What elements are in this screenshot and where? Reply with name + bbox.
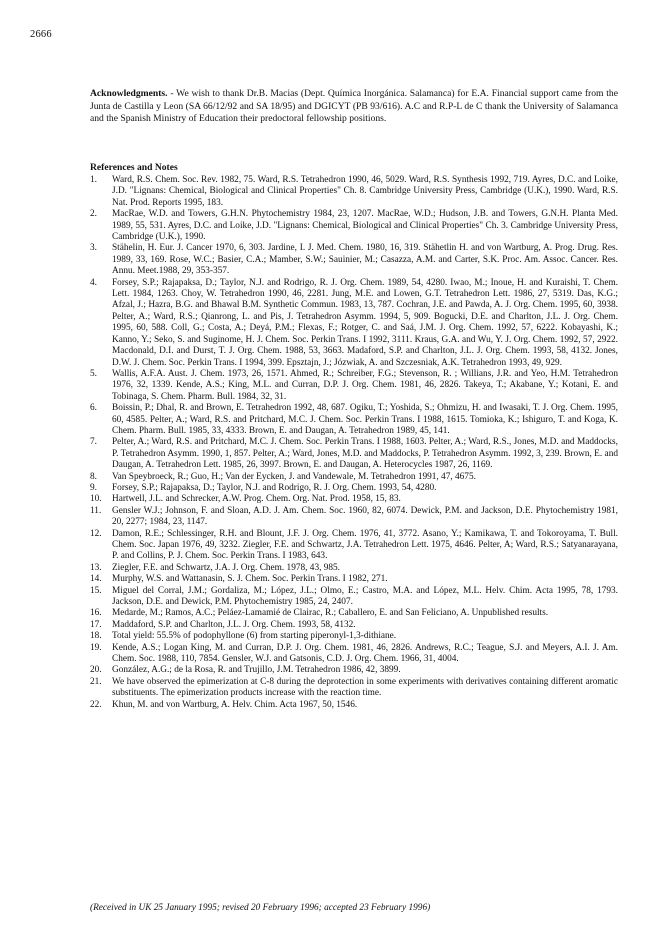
acknowledgments (90, 88, 618, 126)
reference-text: Stähelin, H. Eur. J. Cancer 1970, 6, 303. Jardine, I. J. Med. Chem. 1980, 16, 319. Stähetlin H. and von Wartburg, A. Prog. Drug. Res. 1989, 33, 169. Rose, W.C.; Basier, C.A.; Mamber, S.W.; Sauinier, M.; Casazza, A.M. and Carter, S.K. Proc. Am. Assoc. Cancer. Res. Annu. Meet.1988, 29, 353-357. (112, 243, 618, 277)
reference-text: Van Speybroeck, R.; Guo, H.; Van der Eycken, J. and Vandewale, M. Tetrahedron 1991, 47, 4675. (112, 471, 476, 482)
reference-number: 16. (90, 608, 102, 619)
reference-item (90, 620, 618, 631)
reference-number: 8. (90, 471, 97, 482)
reference-item (90, 175, 618, 209)
reference-text: Medarde, M.; Ramos, A.C.; Peláez-Lamamié de Clairac, R.; Caballero, E. and San Feliciano, A. Unpublished results. (112, 608, 549, 619)
reference-text: Ward, R.S. Chem. Soc. Rev. 1982, 75. Ward, R.S. Tetrahedron 1990, 46, 5029. Ward, R.S. Synthesis 1992, 719. Ayres, D.C. and Loike, J.D. "Lignans: Chemical, Biological and Clinical Properties" Ch. 8. Cambridge University Press, Cambridge (U.K.), 1990. Ward, R.S. Nat. Prod. Reports 1995, 183. (112, 175, 618, 208)
reference-item (90, 677, 618, 700)
reference-item (90, 278, 618, 369)
reference-text: Boissin, P.; Dhal, R. and Brown, E. Tetrahedron 1992, 48, 687. Ogiku, T.; Yoshida, S.; Ohmizu, H. and Iwasaki, T. J. Org. Chem. 1995, 60, 4585. Pelter, A.; Ward, R.S. and Pritchard, M.C. J. Chem. Soc. Perkin Trans. I 1988, 1615. Tomioka, K.; Ishiguro, T. and Koga, K. Chem. Pharm. Bull. 1985, 33, 4333. Brown, E. and Daugan, A. Tetrahedron 1989, 45, 141. (112, 403, 618, 436)
reference-item (90, 483, 618, 494)
reference-text: Pelter, A.; Ward, R.S. and Pritchard, M.C. J. Chem. Soc. Perkin Trans. I 1988, 1603. Pelter, A.; Ward, R.S., Jones, M.D. and Maddocks, P. Tetrahedron Asymm. 1990, 1, 857. Pelter, A.; Ward, Jones, M.D. and Maddocks, P. Tetrahedron Asymm. 1992, 3, 239. Brown, E. and Daugan, A. Tetrahedron Lett. 1985, 26, 3997. Brown, E. and Daugan, A. Heterocycles 1987, 26, 1169. (112, 437, 618, 471)
reference-number: 14. (90, 574, 102, 585)
reference-number: 15. (90, 585, 102, 596)
reference-number: 12. (90, 528, 102, 539)
reference-number: 19. (90, 642, 102, 653)
reference-text: Damon, R.E.; Schlessinger, R.H. and Blount, J.F. J. Org. Chem. 1976, 41, 3772. Asano, Y.; Kamikawa, T. and Tokoroyama, T. Bull. Chem. Soc. Japan 1976, 49, 3232. Ziegler, F.E. and Schwartz, J.A. Tetrahedron Lett. 1975, 4646. Pelter, A; Ward, R.S.; Satyanarayana, P. and Collins, P. J. Chem. Soc. Perkin Trans. I 1983, 643. (112, 528, 618, 562)
reference-list (90, 175, 618, 711)
reference-item (90, 494, 618, 505)
reference-item (90, 586, 618, 609)
reference-text: Murphy, W.S. and Wattanasin, S. J. Chem. Soc. Perkin Trans. I 1982, 271. (112, 574, 388, 585)
reference-text: González, A.G.; de la Rosa, R. and Trujillo, J.M. Tetrahedron 1986, 42, 3899. (112, 665, 401, 676)
reference-number: 17. (90, 619, 102, 630)
reference-item (90, 574, 618, 585)
reference-item (90, 369, 618, 403)
reference-number: 6. (90, 403, 97, 414)
reference-item (90, 608, 618, 619)
reference-text: Gensler W.J.; Johnson, F. and Sloan, A.D. J. Am. Chem. Soc. 1960, 82, 6074. Dewick, P.M. and Jackson, D.E. Phytochemistry 1981, 20, 2277; 1984, 23, 1147. (112, 505, 618, 528)
reference-item (90, 643, 618, 666)
references-heading: References and Notes (90, 162, 178, 173)
reference-number: 1. (90, 175, 97, 185)
reference-text: Khun, M. and von Wartburg, A. Helv. Chim. Acta 1967, 50, 1546. (112, 699, 358, 710)
reference-text: Miguel del Corral, J.M.; Gordaliza, M.; López, J.L.; Olmo, E.; Castro, M.A. and López, M.L. Helv. Chim. Acta 1995, 78, 1793. Jackson, D.E. and Dewick, P.M. Phytochemistry 1985, 24, 2407. (112, 585, 618, 608)
reference-text: MacRae, W.D. and Towers, G.H.N. Phytochemistry 1984, 23, 1207. MacRae, W.D.; Hudson, J.B. and Towers, G.N.H. Planta Med. 1989, 55, 531. Ayres, D.C. and Loike, J.D. "Lignans: Chemical, Biological and Clinical Properties" Ch. 3. Cambridge University Press, Cambridge (U.K.), 1990. (112, 209, 618, 243)
reference-text: Hartwell, J.L. and Schrecker, A.W. Prog. Chem. Org. Nat. Prod. 1958, 15, 83. (112, 494, 401, 505)
reference-item (90, 209, 618, 243)
reference-number: 9. (90, 482, 97, 493)
received-dates: (Received in UK 25 January 1995; revised 20 February 1996; accepted 23 February 1996) (90, 903, 431, 913)
acknowledgments-heading: Acknowledgments. (90, 88, 168, 99)
reference-text: Wallis, A.F.A. Aust. J. Chem. 1973, 26, 1571. Ahmed, R.; Schreiber, F.G.; Stevenson, R. ; Willians, J.R. and Yeo, H.M. Tetrahedron 1976, 32, 1339. Kende, A.S.; King, M.L. and Curran, D.P. J. Org. Chem. 1981, 46, 2826. Takeya, T.; Akabane, Y.; Kotani, E. and Tobinaga, S. Chem. Pharm. Bull. 1984, 32, 31. (112, 368, 618, 402)
reference-text: We have observed the epimerization at C-8 during the deprotection in some experiments with derivatives containing different aromatic substituents. The epimerization products increase with the reaction time. (112, 676, 618, 699)
reference-text: Forsey, S.P.; Rajapaksa, D.; Taylor, N.J. and Rodrigo, R. J. Org. Chem. 1989, 54, 4280. Iwao, M.; Inoue, H. and Kuraishi, T. Chem. Lett. 1984, 1263. Choy, W. Tetrahedron 1990, 46, 2281. Jung, M.E. and Lowen, G.T. Tetrahedron Lett. 1986, 27, 5319. Das, K.G.; Afzal, J.; Hazra, B.G. and Bhawal B.M. Synthetic Commun. 1983, 13, 787. Cochran, J.E. and Pawda, A. J. Org. Chem. 1995, 60, 3938. Pelter, A.; Ward, R.S.; Qianrong, L. and Pis, J. Tetrahedron Asymm. 1994, 5, 909. Bogucki, D.E. and Charlton, J.L. J. Org. Chem. 1995, 60, 588. Coll, G.; Costa, A.; Deyá, P.M.; Flexas, F.; Rotger, C. and Saá, J.M. J. Org. Chem. 1992, 57, 6222. Kobayashi, K.; Kanno, Y.; Seko, S. and Suginome, H. J. Chem. Soc. Perkin Trans. I 1992, 3111. Kraus, G.A. and Wu, Y. J. Org. Chem. 1992, 57, 2922. Macdonald, D.I. and Durst, T. J. Org. Chem. 1988, 53, 3663. Madaford, S.P. and Charlton, J.L. J. Org. Chem. 1993, 58, 4132. Jones, D.W. J. Chem. Soc. Perkin Trans. I 1994, 399. Epsztajn, J.; Józwiak, A. and Szczesniak, A.K. Tetrahedron 1993, 49, 929. (112, 277, 618, 368)
reference-text: Ziegler, F.E. and Schwartz, J.A. J. Org. Chem. 1978, 43, 985. (112, 562, 341, 573)
reference-number: 10. (90, 494, 102, 505)
reference-item (90, 403, 618, 437)
reference-number: 7. (90, 437, 97, 448)
reference-text: Maddaford, S.P. and Charlton, J.L. J. Org. Chem. 1993, 58, 4132. (112, 619, 356, 630)
acknowledgments-text: - We wish to thank Dr.B. Macias (Dept. Química Inorgánica. Salamanca) for E.A. Financial support came from the Junta de Castilla y Leon (SA 66/12/92 and SA 18/95) and DGICYT (PB 93/616). A.C and R.P-L de C thank the University of Salamanca and the Spanish Ministry of Education their predoctoral fellowship positions. (90, 88, 618, 125)
reference-number: 5. (90, 368, 97, 379)
reference-text: Forsey, S.P.; Rajapaksa, D.; Taylor, N.J. and Rodrigo, R. J. Org. Chem. 1993, 54, 4280. (112, 482, 437, 493)
page-number: 2666 (30, 29, 52, 40)
reference-item (90, 243, 618, 277)
reference-number: 4. (90, 277, 97, 288)
reference-item (90, 437, 618, 471)
reference-number: 18. (90, 631, 102, 642)
reference-item (90, 700, 618, 711)
reference-text: Total yield: 55.5% of podophyllone (6) from starting piperonyl-1,3-dithiane. (112, 631, 397, 642)
reference-item (90, 529, 618, 563)
reference-item (90, 506, 618, 529)
reference-item (90, 631, 618, 642)
reference-text: Kende, A.S.; Logan King, M. and Curran, D.P. J. Org. Chem. 1981, 46, 2826. Andrews, R.C.; Teague, S.J. and Meyers, A.I. J. Am. Chem. Soc. 1988, 110, 7854. Gensler, W.J. and Gatsonis, C.D. J. Org. Chem. 1966, 31, 4004. (112, 642, 618, 665)
reference-number: 2. (90, 209, 97, 220)
reference-number: 22. (90, 699, 102, 710)
reference-item (90, 563, 618, 574)
reference-number: 21. (90, 676, 102, 687)
reference-number: 13. (90, 562, 102, 573)
reference-item (90, 472, 618, 483)
reference-number: 20. (90, 665, 102, 676)
reference-item (90, 665, 618, 676)
reference-number: 3. (90, 243, 97, 254)
reference-number: 11. (90, 505, 102, 516)
